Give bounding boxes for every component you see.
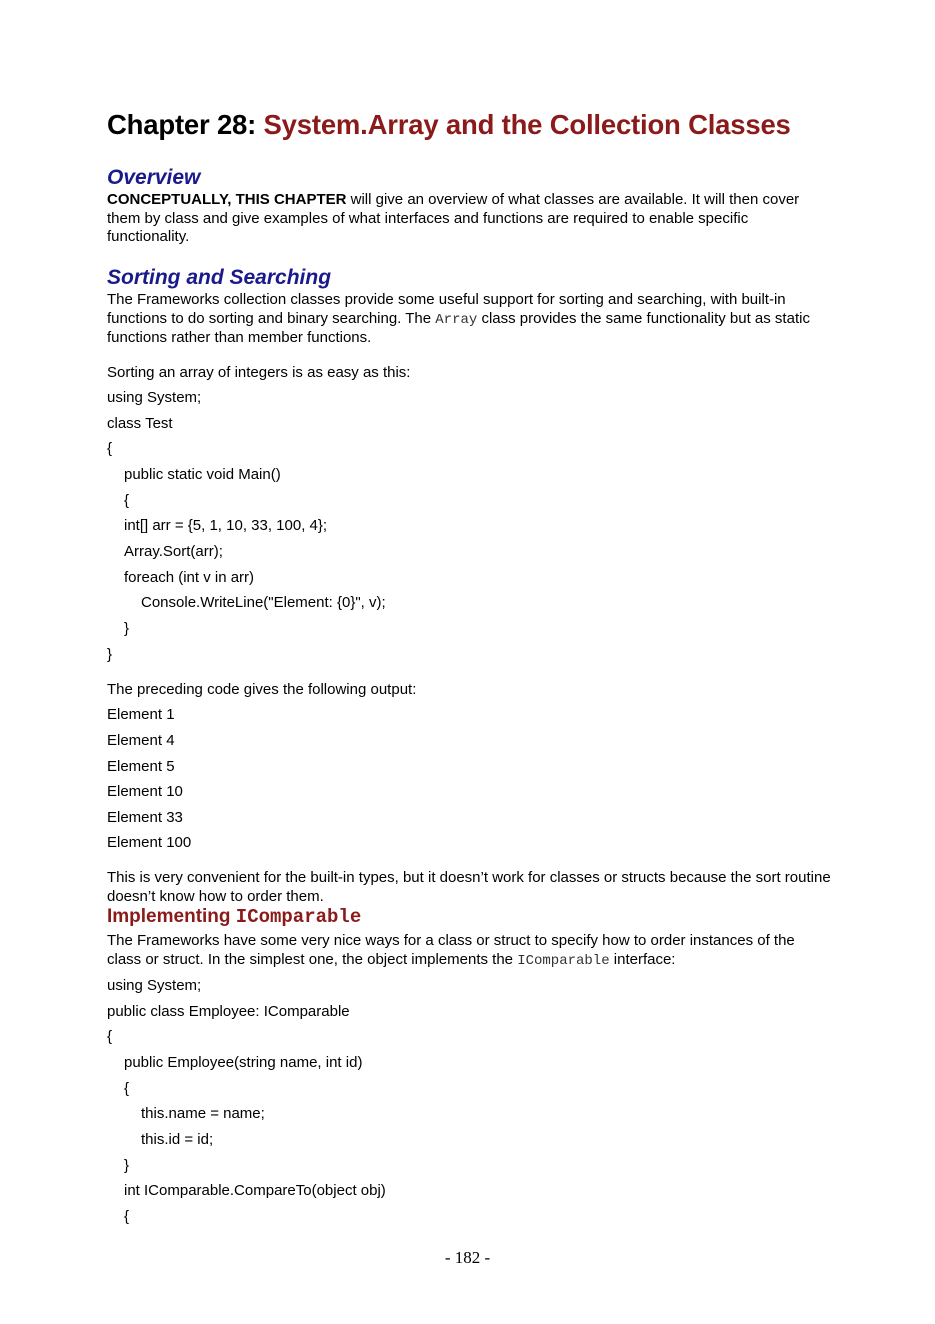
- implementing-paragraph: [107, 932, 832, 970]
- sorting-p1-text-b: class provides the same functionality but as static functions rather than member functions.: [107, 309, 810, 346]
- implementing-p1-text-b: interface:: [609, 950, 676, 968]
- code-line: {: [107, 440, 113, 457]
- output-line: Element 33: [107, 809, 183, 826]
- page-number: - 182 -: [444, 1248, 491, 1267]
- overview-text: will give an overview of what classes are available. It will then cover them by class and give examples of what interfaces and functions are required to enable specific functionality.: [107, 191, 800, 245]
- array-class-code: Array: [435, 311, 478, 328]
- sorting-heading: Sorting and Searching: [107, 266, 332, 289]
- code-line: {: [107, 1028, 113, 1045]
- code-line: {: [124, 1208, 130, 1225]
- code-line: }: [124, 620, 130, 637]
- code-line: Console.WriteLine("Element: {0}", v);: [141, 594, 386, 611]
- overview-lead: CONCEPTUALLY, THIS CHAPTER: [107, 191, 347, 208]
- code-line: public static void Main(): [124, 466, 281, 483]
- code-line: public class Employee: IComparable: [107, 1003, 350, 1020]
- implementing-heading: [107, 906, 361, 928]
- code-line: int IComparable.CompareTo(object obj): [124, 1182, 386, 1199]
- icomparable-inline-code: IComparable: [517, 952, 610, 969]
- chapter-number: Chapter 28:: [107, 109, 264, 140]
- implementing-heading-text: Implementing: [107, 906, 236, 927]
- sorting-paragraph-2: Sorting an array of integers is as easy as this:: [107, 364, 411, 381]
- implementing-p1-text-a: The Frameworks have some very nice ways for a class or struct to specify how to order instances of the class or struct. In the simplest one, the object implements the: [107, 932, 795, 968]
- overview-heading: Overview: [107, 166, 201, 189]
- code-line: class Test: [107, 415, 173, 432]
- sorting-paragraph-1: [107, 291, 832, 348]
- sorting-paragraph-3: The preceding code gives the following output:: [107, 681, 417, 698]
- output-line: Element 1: [107, 706, 175, 723]
- code-line: }: [107, 646, 113, 663]
- code-line: {: [124, 492, 130, 509]
- code-line: foreach (int v in arr): [124, 569, 255, 586]
- code-line: using System;: [107, 389, 202, 406]
- output-line: Element 10: [107, 783, 183, 800]
- code-line: Array.Sort(arr);: [124, 543, 223, 560]
- code-line: this.id = id;: [141, 1131, 214, 1148]
- code-line: public Employee(string name, int id): [124, 1054, 363, 1071]
- sorting-paragraph-4: This is very convenient for the built-in types, but it doesn’t work for classes or structs because the sort routine doesn’t know how to order them.: [107, 869, 831, 905]
- output-line: Element 100: [107, 834, 192, 851]
- code-line: this.name = name;: [141, 1105, 265, 1122]
- output-line: Element 4: [107, 732, 175, 749]
- sorting-p1-text-a: The Frameworks collection classes provide some useful support for sorting and searching, with built-in functions to do sorting and binary searching. The: [107, 291, 786, 327]
- overview-paragraph: [107, 191, 832, 247]
- code-line: }: [124, 1157, 130, 1174]
- code-line: using System;: [107, 977, 202, 994]
- chapter-title: [107, 109, 791, 141]
- code-line: {: [124, 1080, 130, 1097]
- icomparable-heading-code: IComparable: [235, 906, 362, 928]
- output-line: Element 5: [107, 758, 175, 775]
- code-line: int[] arr = {5, 1, 10, 33, 100, 4};: [124, 517, 328, 534]
- chapter-name: System.Array and the Collection Classes: [263, 109, 791, 140]
